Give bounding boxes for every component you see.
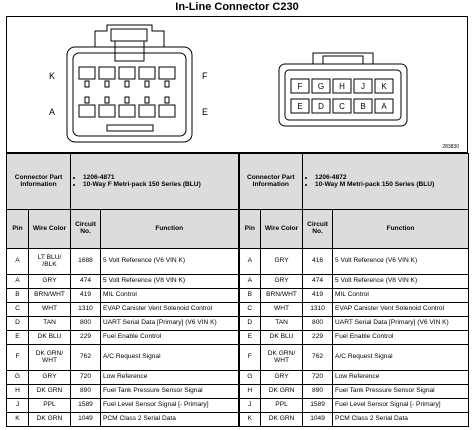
function-cell-left: MIL Control — [101, 289, 239, 303]
circuit-cell-left: 890 — [71, 385, 101, 399]
table-row — [7, 371, 469, 385]
connector-info-left — [71, 154, 239, 210]
function-cell-left: UART Serial Data [Primary] (V6 VIN K) — [101, 317, 239, 331]
function-cell-left: A/C Request Signal — [101, 345, 239, 371]
pin-cell-left: C — [7, 303, 29, 317]
table-row — [7, 399, 469, 413]
circuit-cell-right: 1589 — [303, 399, 333, 413]
female-top-cavities — [79, 67, 175, 87]
wire-color-cell-left: GRY — [29, 275, 71, 289]
connector-info-right — [303, 154, 469, 210]
circuit-cell-left: 762 — [71, 345, 101, 371]
function-cell-right: A/C Request Signal — [333, 345, 469, 371]
pin-cell-right: F — [239, 345, 261, 371]
circuit-cell-right: 474 — [303, 275, 333, 289]
male-cavity-g: G — [317, 82, 325, 91]
wire-color-cell-left: WHT — [29, 303, 71, 317]
pin-cell-right: H — [239, 385, 261, 399]
table-row — [7, 331, 469, 345]
circuit-cell-left: 800 — [71, 317, 101, 331]
pin-cell-right: J — [239, 399, 261, 413]
header-pin-right: Pin — [239, 210, 261, 249]
wire-color-cell-right: PPL — [261, 399, 303, 413]
pin-cell-left: A — [7, 275, 29, 289]
function-cell-left: Fuel Enable Control — [101, 331, 239, 345]
connector-info-label-left: Connector Part Information — [7, 154, 71, 210]
table-row — [7, 303, 469, 317]
male-cavity-j: J — [361, 82, 365, 91]
connector-diagram — [6, 16, 468, 153]
wire-color-cell-left: BRN/WHT — [29, 289, 71, 303]
circuit-cell-left: 419 — [71, 289, 101, 303]
circuit-cell-right: 720 — [303, 371, 333, 385]
pin-cell-right: E — [239, 331, 261, 345]
function-cell-right: PCM Class 2 Serial Data — [333, 413, 469, 427]
pin-cell-left: E — [7, 331, 29, 345]
wire-color-cell-left: LT BLU/ /BLK — [29, 249, 71, 275]
wire-color-cell-right: DK GRN — [261, 413, 303, 427]
wire-color-cell-left: DK GRN/ WHT — [29, 345, 71, 371]
pin-cell-right: A — [239, 275, 261, 289]
function-cell-right: Fuel Level Sensor Signal [- Primary] — [333, 399, 469, 413]
wire-color-cell-right: GRY — [261, 249, 303, 275]
pin-cell-right: A — [239, 249, 261, 275]
table-row — [7, 413, 469, 427]
pin-cell-right: G — [239, 371, 261, 385]
male-cavity-h: H — [339, 82, 345, 91]
wire-color-cell-right: DK BLU — [261, 331, 303, 345]
function-cell-left: EVAP Canister Vent Solenoid Control — [101, 303, 239, 317]
pin-cell-left: F — [7, 345, 29, 371]
function-cell-left: 5 Volt Reference (V6 VIN K) — [101, 249, 239, 275]
function-cell-right: MIL Control — [333, 289, 469, 303]
header-wire-color-left: Wire Color — [29, 210, 71, 249]
wire-color-cell-left: GRY — [29, 371, 71, 385]
function-cell-left: PCM Class 2 Serial Data — [101, 413, 239, 427]
function-cell-right: 5 Volt Reference (V6 VIN K) — [333, 249, 469, 275]
function-cell-right: Fuel Tank Pressure Sensor Signal — [333, 385, 469, 399]
circuit-cell-left: 1310 — [71, 303, 101, 317]
table-row — [7, 345, 469, 371]
label-f-left: F — [202, 71, 208, 81]
pin-cell-right: C — [239, 303, 261, 317]
circuit-cell-right: 229 — [303, 331, 333, 345]
page-title: In-Line Connector C230 — [175, 1, 299, 13]
table-row — [7, 275, 469, 289]
function-cell-left: Fuel Tank Pressure Sensor Signal — [101, 385, 239, 399]
label-e-left: E — [202, 107, 209, 117]
column-header-row — [7, 210, 469, 249]
wire-color-cell-left: DK GRN — [29, 413, 71, 427]
wire-color-cell-left: DK BLU — [29, 331, 71, 345]
pin-cell-left: H — [7, 385, 29, 399]
function-cell-right: Low Reference — [333, 371, 469, 385]
function-cell-right: 5 Volt Reference (V8 VIN K) — [333, 275, 469, 289]
circuit-cell-left: 1688 — [71, 249, 101, 275]
male-cavity-k: K — [381, 82, 387, 91]
pin-cell-right: B — [239, 289, 261, 303]
pin-cell-right: K — [239, 413, 261, 427]
circuit-cell-right: 1310 — [303, 303, 333, 317]
table-row — [7, 385, 469, 399]
wire-color-cell-right: WHT — [261, 303, 303, 317]
male-cavity-d: D — [318, 102, 324, 111]
male-cavity-b: B — [360, 102, 366, 111]
wire-color-cell-right: DK GRN — [261, 385, 303, 399]
diagram-code: 283830 — [442, 144, 459, 150]
circuit-cell-left: 1589 — [71, 399, 101, 413]
pin-cell-left: D — [7, 317, 29, 331]
part-number-left: • 1206-4871 — [83, 175, 236, 182]
male-cavity-a: A — [381, 102, 387, 111]
male-cavity-f: F — [297, 82, 303, 91]
header-circuit-right: Circuit No. — [303, 210, 333, 249]
pin-cell-left: A — [7, 249, 29, 275]
circuit-cell-left: 1049 — [71, 413, 101, 427]
label-a-left: A — [49, 107, 56, 117]
pinout-table — [6, 153, 469, 427]
header-pin-left: Pin — [7, 210, 29, 249]
header-function-right: Function — [333, 210, 469, 249]
connector-info-row — [7, 154, 469, 210]
header-function-left: Function — [101, 210, 239, 249]
circuit-cell-right: 890 — [303, 385, 333, 399]
pin-cell-left: J — [7, 399, 29, 413]
wire-color-cell-right: GRY — [261, 275, 303, 289]
wire-color-cell-right: GRY — [261, 371, 303, 385]
wire-color-cell-right: BRN/WHT — [261, 289, 303, 303]
header-wire-color-right: Wire Color — [261, 210, 303, 249]
male-connector-latch — [313, 53, 373, 64]
table-row — [7, 317, 469, 331]
header-circuit-left: Circuit No. — [71, 210, 101, 249]
function-cell-left: Low Reference — [101, 371, 239, 385]
circuit-cell-left: 229 — [71, 331, 101, 345]
circuit-cell-left: 474 — [71, 275, 101, 289]
wire-color-cell-left: DK GRN — [29, 385, 71, 399]
male-connector-body — [279, 64, 407, 126]
table-row — [7, 289, 469, 303]
function-cell-left: Fuel Level Sensor Signal [- Primary] — [101, 399, 239, 413]
function-cell-right: Fuel Enable Control — [333, 331, 469, 345]
male-cavity-c: C — [339, 102, 345, 111]
connector-info-label-right: Connector Part Information — [239, 154, 303, 210]
circuit-cell-left: 720 — [71, 371, 101, 385]
female-connector-latch — [95, 25, 164, 47]
female-bottom-cavities — [79, 97, 175, 117]
male-cavity-e: E — [297, 102, 303, 111]
circuit-cell-right: 416 — [303, 249, 333, 275]
function-cell-left: 5 Volt Reference (V8 VIN K) — [101, 275, 239, 289]
pin-cell-right: D — [239, 317, 261, 331]
wire-color-cell-right: TAN — [261, 317, 303, 331]
pinout-rows — [7, 249, 469, 427]
female-connector-drawing — [67, 25, 192, 142]
part-number-right: • 1206-4872 — [315, 175, 466, 182]
circuit-cell-right: 762 — [303, 345, 333, 371]
wire-color-cell-left: PPL — [29, 399, 71, 413]
part-description-right: • 10-Way M Metri-pack 150 Series (BLU) — [315, 182, 466, 189]
wire-color-cell-right: DK GRN/ WHT — [261, 345, 303, 371]
circuit-cell-right: 1049 — [303, 413, 333, 427]
table-row — [7, 249, 469, 275]
wire-color-cell-left: TAN — [29, 317, 71, 331]
connector-drawings — [7, 17, 469, 154]
pin-cell-left: B — [7, 289, 29, 303]
pin-cell-left: G — [7, 371, 29, 385]
label-k-left: K — [49, 71, 56, 81]
function-cell-right: EVAP Canister Vent Solenoid Control — [333, 303, 469, 317]
function-cell-right: UART Serial Data [Primary] (V6 VIN K) — [333, 317, 469, 331]
part-description-left: • 10-Way F Metri-pack 150 Series (BLU) — [83, 182, 236, 189]
pin-cell-left: K — [7, 413, 29, 427]
circuit-cell-right: 419 — [303, 289, 333, 303]
circuit-cell-right: 800 — [303, 317, 333, 331]
